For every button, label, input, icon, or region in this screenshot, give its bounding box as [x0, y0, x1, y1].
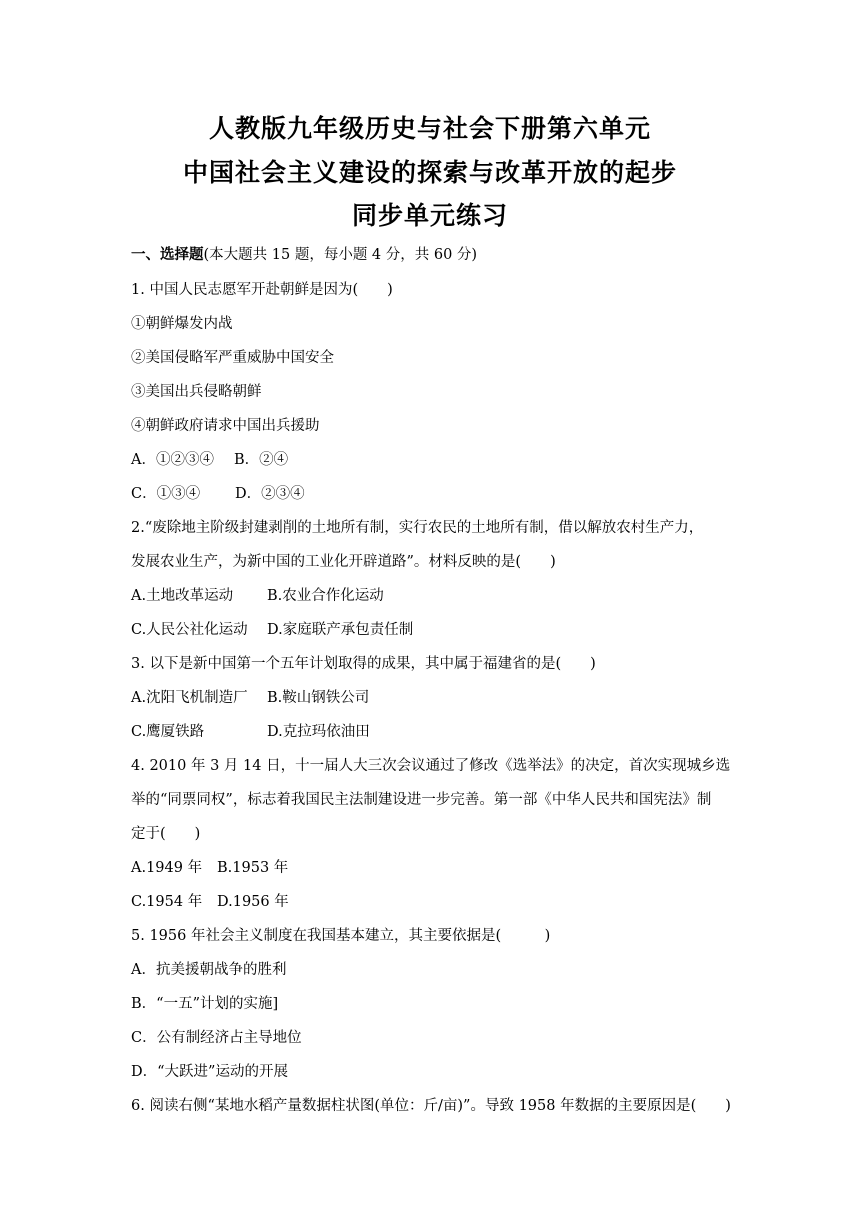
question-1-options-row-2: [131, 484, 305, 504]
question-4-stem-line-2: 举的“同票同权”，标志着我国民主法制建设进一步完善。第一部《中华人民共和国宪法》制: [131, 792, 712, 808]
title-line-2: 中国社会主义建设的探索与改革开放的起步: [182, 158, 677, 187]
question-2-options-row-2: [131, 620, 413, 640]
section-label: 一、选择题: [131, 247, 204, 263]
question-2-option-c: C.人民公社化运动: [131, 622, 248, 638]
question-4-option-a: A.1949 年: [131, 860, 203, 876]
question-3-options-row-2: [131, 722, 370, 742]
question-2-option-d: D.家庭联产承包责任制: [267, 622, 414, 638]
question-5-option-d: D．“大跃进”运动的开展: [131, 1064, 288, 1080]
question-2-stem-line-1: 2.“废除地主阶级封建剥削的土地所有制，实行农民的土地所有制，借以解放农村生产力，: [131, 520, 704, 536]
question-3-options-row-1: [131, 688, 369, 708]
question-1-item-2: ②美国侵略军严重威胁中国安全: [131, 350, 334, 366]
title-line-1: 人教版九年级历史与社会下册第六单元: [208, 114, 651, 143]
section-heading: [131, 245, 477, 265]
question-3-option-a: A.沈阳飞机制造厂: [131, 690, 248, 706]
question-2-option-a: A.土地改革运动: [131, 588, 234, 604]
question-5-stem: 5. 1956 年社会主义制度在我国基本建立，其主要依据是( ): [131, 928, 551, 944]
question-5-option-a: A．抗美援朝战争的胜利: [131, 962, 287, 978]
question-2-stem-line-2: 发展农业生产，为新中国的工业化开辟道路”。材料反映的是( ): [131, 554, 556, 570]
question-4-options-row-2: [131, 892, 289, 912]
question-4-option-b: B.1953 年: [217, 860, 289, 876]
question-4-options-row-1: [131, 858, 288, 878]
section-note: (本大题共 15 题，每小题 4 分，共 60 分): [203, 247, 478, 263]
question-1-stem: 1. 中国人民志愿军开赴朝鲜是因为( ): [131, 282, 393, 298]
question-1-option-a: A．①②③④: [131, 452, 214, 468]
question-3-option-c: C.鹰厦铁路: [131, 724, 205, 740]
question-1-item-1: ①朝鲜爆发内战: [131, 316, 233, 332]
question-6-stem: 6. 阅读右侧“某地水稻产量数据柱状图(单位：斤/亩)”。导致 1958 年数据的主要原因是( ): [131, 1098, 731, 1114]
question-3-option-d: D.克拉玛依油田: [267, 724, 370, 740]
question-1-options-row-1: [131, 450, 288, 470]
question-1-item-3: ③美国出兵侵略朝鲜: [131, 384, 262, 400]
question-4-stem-line-3: 定于( ): [131, 826, 201, 842]
question-5-option-b: B．“一五”计划的实施]: [131, 996, 279, 1012]
question-4-option-d: D.1956 年: [217, 894, 289, 910]
question-1-option-b: B．②④: [234, 452, 289, 468]
title-line-3: 同步单元练习: [351, 201, 508, 230]
question-1-option-c: C．①③④: [131, 486, 201, 502]
question-1-option-d: D．②③④: [235, 486, 305, 502]
question-5-option-c: C．公有制经济占主导地位: [131, 1030, 302, 1046]
question-3-stem: 3. 以下是新中国第一个五年计划取得的成果，其中属于福建省的是( ): [131, 656, 596, 672]
question-2-options-row-1: [131, 586, 384, 606]
question-4-option-c: C.1954 年: [131, 894, 203, 910]
question-2-option-b: B.农业合作化运动: [267, 588, 384, 604]
question-4-stem-line-1: 4. 2010 年 3 月 14 日，十一届人大三次会议通过了修改《选举法》的决定，首次实现城乡选: [131, 758, 731, 774]
question-3-option-b: B.鞍山钢铁公司: [267, 690, 370, 706]
question-1-item-4: ④朝鲜政府请求中国出兵援助: [131, 418, 320, 434]
